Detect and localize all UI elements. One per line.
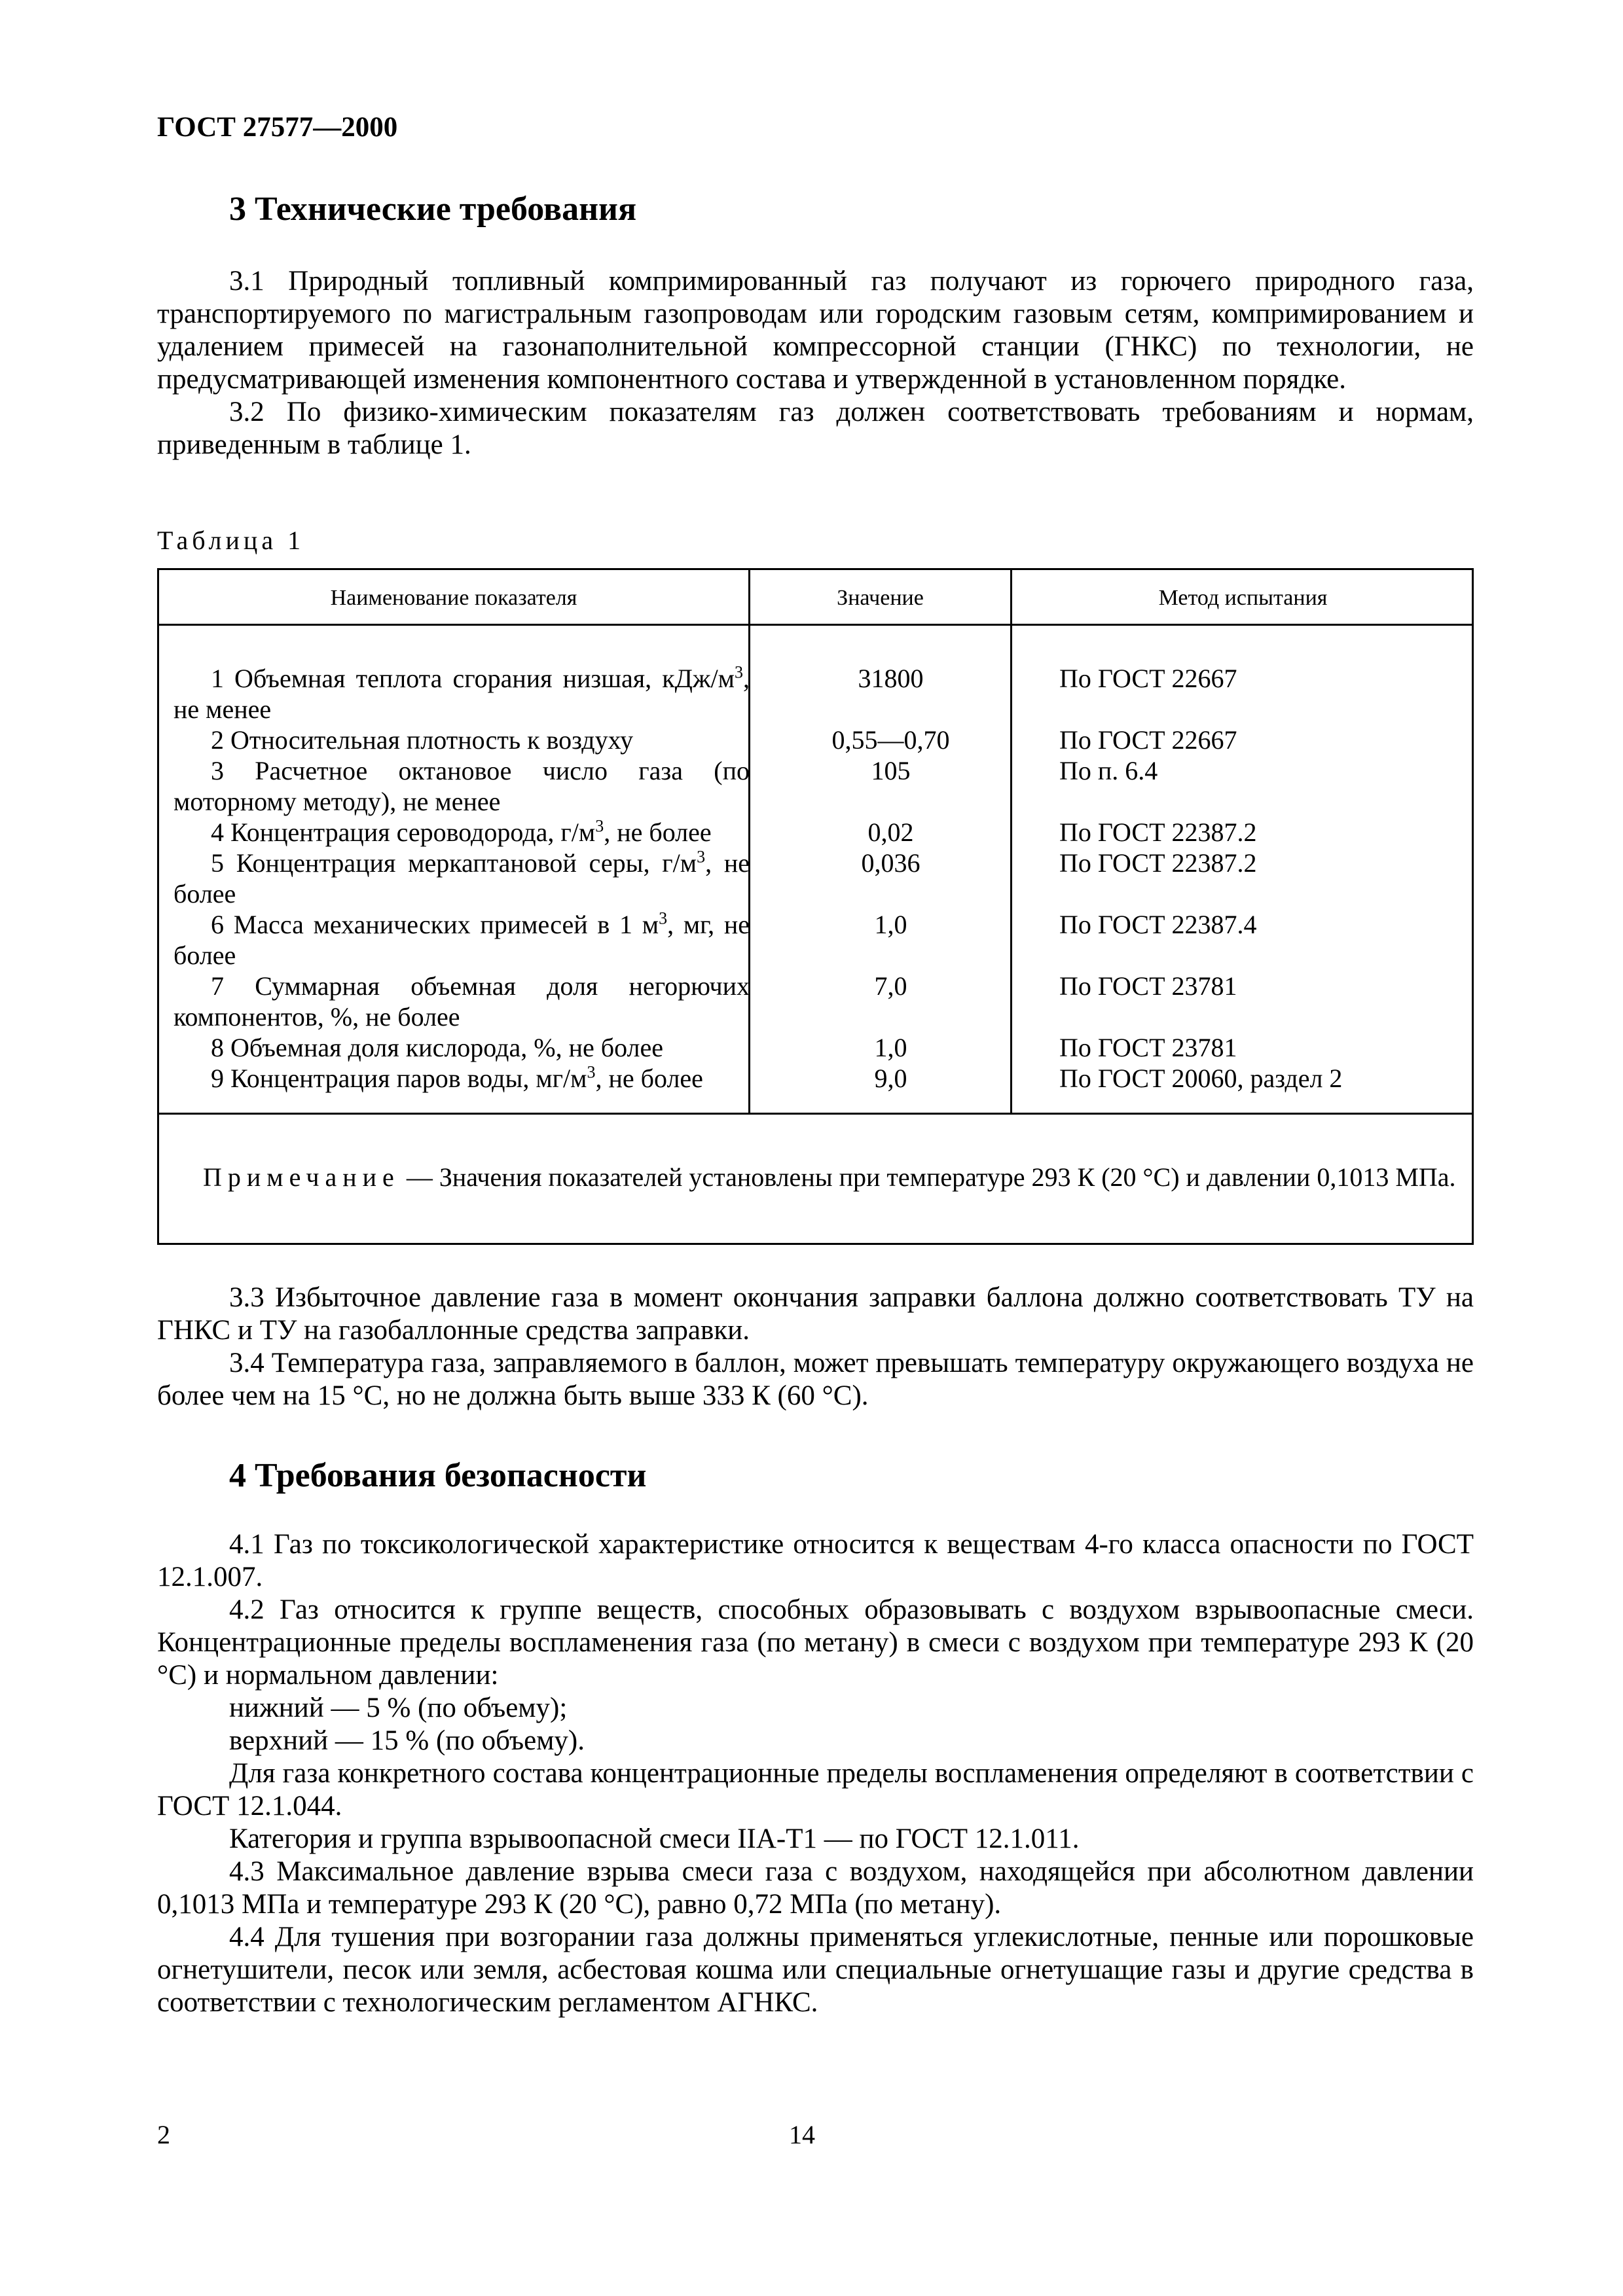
header-divider — [159, 624, 1472, 626]
header-method: Метод испытания — [1158, 586, 1328, 610]
header-value: Значение — [837, 586, 924, 610]
paragraph-3-4: 3.4 Температура газа, заправляемого в баллон, может превышать температуру окружающего воздуха не более чем на 15 °С, но не должна быть выше 333 К (60 °С). — [157, 1348, 1474, 1411]
paragraph-4-4: 4.4 Для тушения при возгорании газа должны применяться углекислотные, пенные или порошковые огнетушители, песок или земля, асбестовая кошма или специальные огнетушащие газы и другие средства в соответствии с технологическим регламентом АГНКС. — [157, 1922, 1474, 2018]
document-header: ГОСТ 27577—2000 — [157, 112, 398, 143]
limit-upper: верхний — 15 % (по объему). — [229, 1725, 585, 1756]
paragraph-4-3: 4.3 Максимальное давление взрыва смеси газа с воздухом, находящейся при абсолютном давлении 0,1013 МПа и температуре 293 К (20 °С), равно 0,72 МПа (по метану). — [157, 1856, 1474, 1920]
page-number-left: 2 — [157, 2120, 170, 2149]
page-number-center: 14 — [789, 2120, 815, 2149]
paragraph-4-2-c: Категория и группа взрывоопасной смеси IIА-Т1 — по ГОСТ 12.1.011. — [229, 1823, 1080, 1854]
paragraph-4-2-b: Для газа конкретного состава концентрационные пределы воспламенения определяют в соответствии с ГОСТ 12.1.044. — [157, 1758, 1474, 1821]
header-indicator: Наименование показателя — [330, 586, 577, 610]
table-note: Примечание — Значения показателей установлены при температуре 293 К (20 °С) и давлении 0,1013 МПа. — [203, 1162, 1456, 1192]
indicators-table: Наименование показателя Значение Метод испытания 1 Объемная теплота сгорания низшая, кДж/$м^3$, не менее 31800 По ГОСТ 22667 2 Относительная плотность к воздуху 0,55—0,70 По ГОСТ 22667 3 Расчетное октановое число газа (по моторному методу), не менее 105 По п. 6.4 4 Концентрация сероводорода, $г/м^3$, не более 0,02 По ГОСТ 22387.2 5 Концентрация меркаптановой серы, $г/м^3$, не более 0,036 По ГОСТ 22387.2 6 Масса механических примесей в 1 $м^3$, мг, не более 1,0 По ГОСТ 22387.4 7 Суммарная объемная доля негорючих компонентов, %, не более 7,0 По ГОСТ 23781 8 Объемная доля кислорода, %, не более 1,0 По ГОСТ 23781 9 Концентрация паров воды, $мг/м^3$, не более 9,0 По ГОСТ 20060, раздел 2 Примечание — Значения показателей установлены при температуре 293 К (20 °С) и давлении 0,1013 МПа. — [157, 568, 1474, 1245]
paragraph-3-2: 3.2 По физико-химическим показателям газ должен соответствовать требованиям и нормам, приведенным в таблице 1. — [157, 397, 1474, 460]
paragraph-3-3: 3.3 Избыточное давление газа в момент окончания заправки баллона должно соответствовать ТУ на ГНКС и ТУ на газобаллонные средства заправки. — [157, 1282, 1474, 1346]
paragraph-3-1: 3.1 Природный топливный компримированный газ получают из горючего природного газа, транспортируемого по магистральным газопроводам или городским газовым сетям, компримированием и удалением примесей на газонаполнительной компрессорной станции (ГНКС) по технологии, не предусматривающей изменения компонентного состава и утвержденной в установленном порядке. — [157, 266, 1474, 395]
table-caption: Таблица 1 — [157, 526, 305, 555]
paragraph-4-1: 4.1 Газ по токсикологической характеристике относится к веществам 4-го класса опасности по ГОСТ 12.1.007. — [157, 1529, 1474, 1592]
paragraph-4-2: 4.2 Газ относится к группе веществ, способных образовывать с воздухом взрывоопасные смеси. Концентрационные пределы воспламенения газа (по метану) в смеси с воздухом при температуре 293 К (20 °С) и нормальном давлении: — [157, 1594, 1474, 1691]
section-3-text-continued — [157, 1282, 1474, 1412]
section-3-title: 3 Технические требования — [229, 190, 637, 228]
section-4-title: 4 Требования безопасности — [229, 1457, 647, 1494]
section-3-text — [157, 265, 1474, 461]
section-4-text — [157, 1528, 1474, 2019]
limit-lower: нижний — 5 % (по объему); — [229, 1693, 568, 1723]
note-divider — [159, 1113, 1472, 1115]
